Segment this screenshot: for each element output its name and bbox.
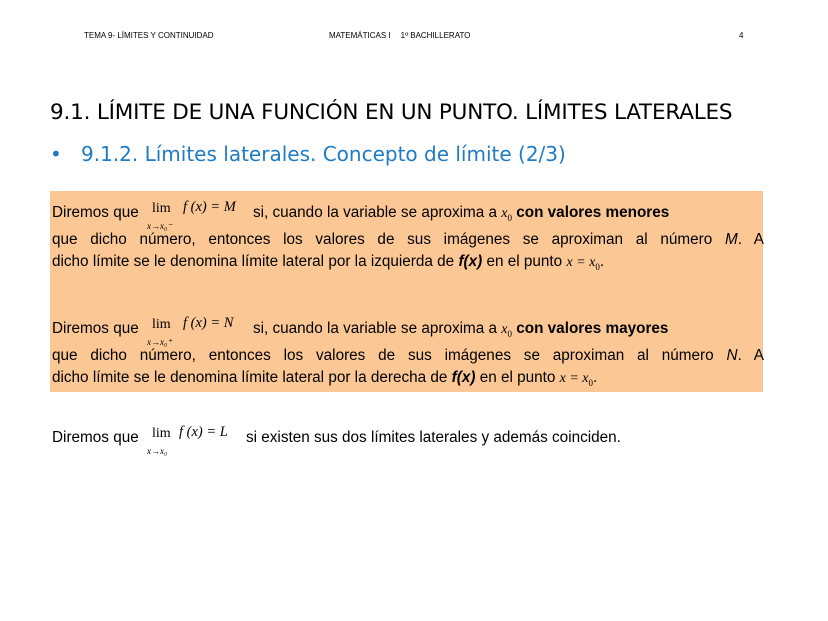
header-subject: MATEMÁTICAS I: [329, 31, 391, 40]
limit-definition-line: [52, 423, 764, 456]
header-course: [329, 31, 470, 40]
condition-text: si, cuando la variable se aproxima a: [252, 204, 498, 222]
right-limit-line-3: dicho límite se le denomina límite lateral por la derecha de f(x) en el punto $x = x_0$.: [52, 368, 598, 388]
bold-phrase: con valores mayores: [516, 320, 669, 338]
right-limit-line-2: que dicho número, entonces los valores de sus imágenes se aproximan al número N. A: [52, 346, 765, 364]
lim-word: lim: [151, 201, 171, 216]
right-limit-line-1: [52, 314, 764, 345]
right-limit-paragraph: [52, 314, 764, 394]
limit-formula: [143, 423, 246, 456]
function-name: f(x): [451, 368, 476, 386]
left-limit-formula: [143, 198, 253, 231]
limit-value: M: [724, 230, 738, 248]
page-number: 4: [739, 31, 744, 40]
header-level: 1º BACHILLERATO: [400, 31, 471, 40]
subsection-text: 9.1.2. Límites laterales. Concepto de límite (2/3): [81, 142, 566, 166]
left-limit-paragraph: [52, 198, 764, 278]
bold-phrase: con valores menores: [516, 204, 670, 222]
limit-value: N: [726, 346, 738, 364]
point-formula: $x = x_0$: [559, 370, 594, 388]
lim-subscript: x→x₀⁺: [146, 337, 172, 347]
intro-text: Diremos que: [52, 204, 139, 222]
bullet: •: [50, 142, 62, 166]
left-limit-line-3: dicho límite se le denomina límite lateral por la izquierda de f(x) en el punto $x = x_0$.: [52, 252, 605, 272]
x0-symbol: $x_0$: [501, 206, 512, 223]
lim-expression: f (x) = N: [182, 315, 234, 331]
intro-text: Diremos que: [52, 429, 139, 447]
lim-word: lim: [151, 317, 171, 332]
lim-word: lim: [151, 426, 171, 441]
lim-subscript: x→x₀⁻: [146, 221, 172, 231]
header-topic: TEMA 9- LÍMITES Y CONTINUIDAD: [84, 31, 214, 40]
lim-expression: f (x) = M: [182, 199, 236, 215]
condition-text: si, cuando la variable se aproxima a: [252, 320, 498, 338]
condition-text: si existen sus dos límites laterales y además coinciden.: [245, 429, 621, 447]
lim-subscript: x→x₀: [146, 446, 168, 456]
limit-definition-paragraph: [52, 423, 764, 456]
left-limit-line-2: que dicho número, entonces los valores de sus imágenes se aproximan al número M. A: [52, 230, 765, 248]
x0-symbol: $x_0$: [501, 322, 512, 339]
right-limit-formula: [143, 314, 253, 347]
function-name: f(x): [458, 252, 483, 270]
subsection-title: [50, 142, 566, 166]
left-limit-line-1: [52, 198, 764, 229]
section-title: 9.1. LÍMITE DE UNA FUNCIÓN EN UN PUNTO. LÍMITES LATERALES: [50, 100, 733, 125]
point-formula: $x = x_0$: [566, 254, 600, 272]
lim-expression: f (x) = L: [178, 424, 228, 440]
intro-text: Diremos que: [52, 320, 139, 338]
